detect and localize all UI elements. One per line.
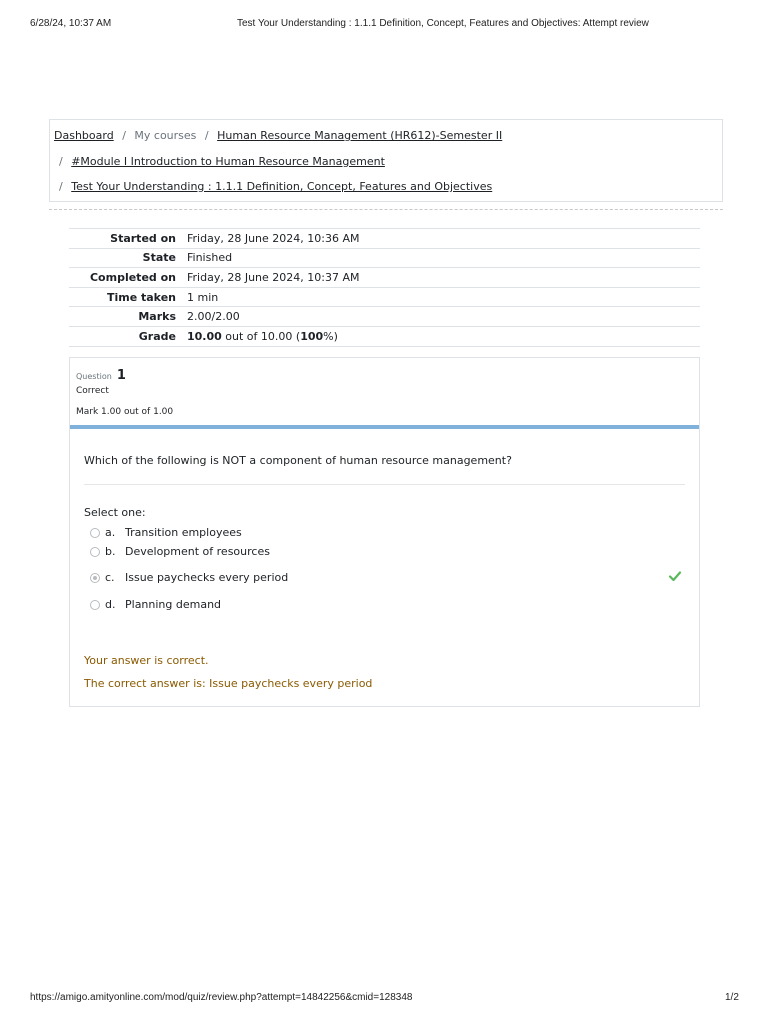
- grade-score: 10.00: [187, 329, 222, 343]
- option-letter: b.: [105, 545, 116, 558]
- question-text: Which of the following is NOT a component of human resource management?: [84, 454, 512, 467]
- state-value: Finished: [187, 251, 233, 265]
- print-url: https://amigo.amityonline.com/mod/quiz/review.php?attempt=14842256&cmid=128348: [30, 992, 413, 1003]
- breadcrumb-line-1: [54, 129, 502, 142]
- table-row: [69, 326, 700, 346]
- print-page-number: 1/2: [725, 992, 739, 1003]
- option-letter: d.: [105, 598, 116, 611]
- grade-value: [182, 326, 700, 346]
- breadcrumb-quiz-link[interactable]: Test Your Understanding : 1.1.1 Definition, Concept, Features and Objectives: [71, 180, 493, 193]
- breadcrumb-separator: /: [59, 180, 63, 193]
- question-mark: Mark 1.00 out of 1.00: [76, 407, 174, 417]
- table-row: [69, 248, 700, 268]
- grade-out-of: out of 10.00 (: [221, 329, 301, 343]
- grade-percent: 100: [300, 329, 324, 343]
- option-letter: c.: [105, 571, 115, 584]
- table-row: [69, 229, 700, 249]
- question-state: Correct: [76, 386, 109, 396]
- divider: [84, 484, 685, 485]
- radio-button[interactable]: [90, 600, 100, 610]
- answer-option-d[interactable]: [90, 598, 690, 614]
- breadcrumb-line-2: [59, 155, 385, 168]
- breadcrumb-separator: /: [204, 129, 209, 142]
- table-row: [69, 268, 700, 288]
- feedback-text: Your answer is correct.: [84, 654, 209, 667]
- radio-button[interactable]: [90, 547, 100, 557]
- breadcrumb-course-link[interactable]: Human Resource Management (HR612)-Semester II: [217, 129, 503, 142]
- time-taken-label: Time taken: [106, 290, 176, 304]
- right-answer-text: The correct answer is: Issue paychecks every period: [84, 677, 373, 690]
- option-letter: a.: [105, 526, 116, 539]
- marks-value: 2.00/2.00: [187, 310, 240, 324]
- breadcrumb-dashboard-link[interactable]: Dashboard: [54, 129, 114, 142]
- state-label: State: [142, 251, 176, 265]
- breadcrumb-separator: /: [122, 129, 126, 142]
- started-on-value: Friday, 28 June 2024, 10:36 AM: [187, 231, 360, 245]
- question-content-bar: [70, 425, 699, 429]
- option-text: Development of resources: [125, 545, 270, 558]
- print-header: [0, 18, 768, 34]
- time-taken-value: 1 min: [187, 290, 219, 304]
- grade-label: Grade: [138, 329, 176, 343]
- breadcrumb: [49, 119, 723, 202]
- print-datetime: 6/28/24, 10:37 AM: [30, 18, 112, 29]
- radio-button[interactable]: [90, 528, 100, 538]
- check-icon: [668, 569, 682, 583]
- breadcrumb-module-link[interactable]: #Module I Introduction to Human Resource Management: [71, 155, 385, 168]
- question-card: [69, 357, 700, 707]
- breadcrumb-line-3: [59, 180, 492, 193]
- radio-button-selected[interactable]: [90, 573, 100, 583]
- attempt-summary-table: [69, 228, 700, 347]
- select-one-prompt: Select one:: [84, 506, 146, 519]
- question-num: 1: [116, 368, 126, 383]
- print-doc-title: Test Your Understanding : 1.1.1 Definition, Concept, Features and Objectives: Attempt review: [237, 18, 649, 29]
- breadcrumb-my-courses: My courses: [134, 129, 197, 142]
- breadcrumb-separator: /: [59, 155, 63, 168]
- table-row: [69, 307, 700, 327]
- started-on-label: Started on: [110, 231, 176, 245]
- grade-end: %): [323, 329, 338, 343]
- table-row: [69, 287, 700, 307]
- answer-option-c[interactable]: [90, 571, 690, 587]
- option-text: Planning demand: [125, 598, 222, 611]
- answer-option-a[interactable]: [90, 526, 690, 542]
- completed-on-value: Friday, 28 June 2024, 10:37 AM: [187, 270, 360, 284]
- option-text: Transition employees: [125, 526, 242, 539]
- completed-on-label: Completed on: [89, 270, 176, 284]
- divider: [49, 209, 723, 210]
- question-label: Question: [76, 372, 112, 381]
- marks-label: Marks: [138, 310, 176, 324]
- answer-option-b[interactable]: [90, 545, 690, 561]
- print-footer: [0, 992, 768, 1008]
- option-text: Issue paychecks every period: [125, 571, 289, 584]
- question-number: [76, 364, 126, 383]
